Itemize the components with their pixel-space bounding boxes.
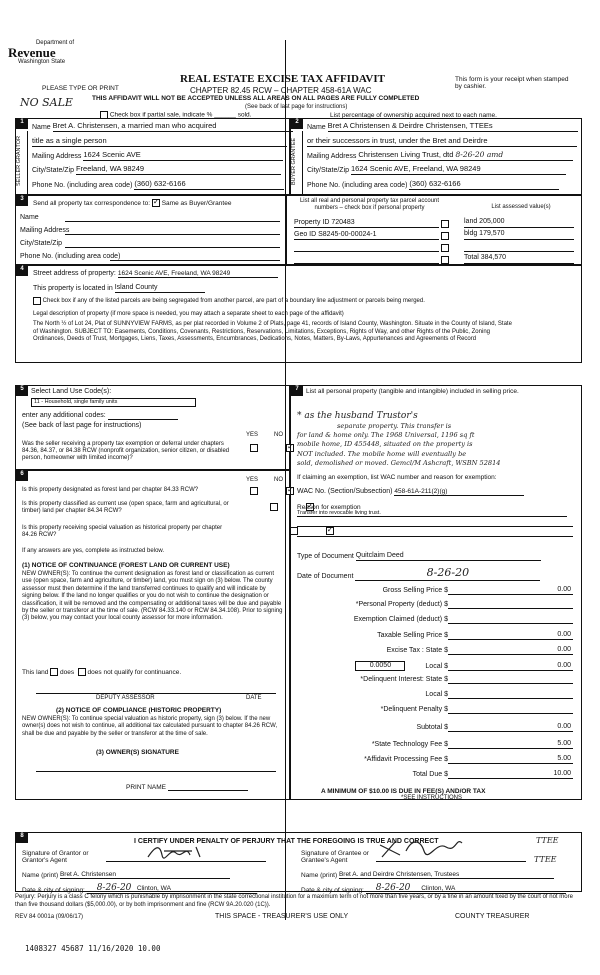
grantor-name-label: Name (print)	[22, 872, 59, 879]
tax-line: Excise Tax : State $ 0.00	[386, 646, 571, 654]
buyer-mailing-handwritten: 8-26-20 amd	[455, 150, 504, 159]
deputy-assessor-label: DEPUTY ASSESSOR	[96, 695, 155, 701]
corr-phone-label: Phone No. (including area code)	[20, 253, 121, 260]
buyer-mailing-label: Mailing Address	[307, 152, 357, 160]
corr-city-label: City/State/Zip	[20, 240, 63, 247]
assessed-header: List assessed value(s)	[491, 204, 551, 210]
tax-line-label: Excise Tax : State	[386, 647, 443, 654]
section-number-6: 6	[16, 471, 28, 481]
parcels-header: List all real and personal property tax parcel account numbers – check box if personal property	[299, 198, 440, 211]
parcel-row-1	[294, 219, 454, 228]
grantor-signature[interactable]	[106, 847, 266, 862]
seller-name[interactable]: Bret A. Christensen, a married man who acquired	[53, 122, 293, 132]
doc-type-label: Type of Document	[297, 553, 354, 560]
exemption-claim-label: If claiming an exemption, list WAC number and reason for exemption:	[297, 474, 497, 481]
grantor-print-name[interactable]: Bret A. Christensen	[60, 871, 230, 879]
additional-label: enter any additional codes:	[22, 412, 106, 419]
tax-line-amount[interactable]: 0.00	[448, 646, 573, 655]
corr-city-field[interactable]	[65, 240, 280, 248]
note-line: NOT included. The mobile home will eventually be	[297, 449, 467, 458]
local-rate[interactable]: 0.0050	[355, 661, 405, 671]
segregated-checkbox[interactable]	[33, 297, 41, 305]
tax-line-label: *State Technology Fee	[371, 741, 443, 748]
certification-section	[15, 832, 582, 892]
section-number-1: 1	[16, 119, 28, 129]
seller-name-cont[interactable]: title as a single person	[32, 137, 287, 147]
if-yes-note: If any answers are yes, complete as instructed below.	[22, 548, 165, 554]
ownership-note: List percentage of ownership acquired next to each name.	[330, 112, 497, 119]
current-use-question: Is this property classified as current use (open space, farm and agricultural, or timber) land per chapter 84.34 RCW?	[22, 501, 229, 514]
tax-line-label: Gross Selling Price	[382, 587, 443, 594]
form-title: REAL ESTATE EXCISE TAX AFFIDAVIT	[180, 73, 385, 85]
warning-banner: THIS AFFIDAVIT WILL NOT BE ACCEPTED UNLESS ALL AREAS ON ALL PAGES ARE FULLY COMPLETED	[92, 95, 420, 102]
buyer-name[interactable]: Bret A Christensen & Deirdre Christensen, TTEEs	[328, 122, 578, 132]
grantor-sig-label: Signature of Grantor or Grantor's Agent	[22, 850, 89, 865]
print-note: PLEASE TYPE OR PRINT	[42, 85, 119, 92]
receipt-note: This form is your receipt when stamped by cashier.	[455, 76, 569, 91]
no-sale-handwriting: NO SALE	[20, 96, 73, 109]
does-not-checkbox[interactable]	[78, 668, 86, 676]
designation-section	[15, 470, 290, 800]
county-label: This property is located in	[33, 285, 113, 292]
print-name-label: PRINT NAME	[126, 783, 166, 791]
same-as-label: Same as Buyer/Grantee	[161, 199, 232, 207]
tax-line: *Delinquent Penalty $	[381, 706, 573, 714]
personal-property-checkbox[interactable]	[441, 244, 449, 252]
corr-phone-field[interactable]	[110, 253, 280, 261]
tax-line-amount[interactable]: 0.00	[448, 586, 573, 595]
seller-phone-label: Phone No. (including area code)	[32, 181, 133, 189]
section-number-4: 4	[16, 266, 28, 276]
tax-line: *Personal Property (deduct) $	[356, 601, 573, 609]
section-number-7: 7	[291, 386, 303, 396]
land-use-section	[15, 385, 290, 470]
continuance-title: (1) NOTICE OF CONTINUANCE (FOREST LAND OR CURRENT USE)	[22, 562, 230, 569]
parcel-row-3	[294, 243, 454, 252]
doc-date-label: Date of Document	[297, 572, 354, 580]
forest-question: Is this property designated as forest land per chapter 84.33 RCW?	[22, 487, 199, 493]
qualify-label: qualify for continuance.	[114, 668, 182, 676]
tax-line-amount[interactable]: 5.00	[448, 755, 573, 764]
correspondence-section	[15, 195, 582, 265]
seller-phone[interactable]: (360) 632-6166	[134, 180, 284, 190]
doc-type[interactable]: Quitclaim Deed	[356, 552, 541, 561]
grantee-city: Clinton, WA	[421, 885, 456, 892]
does-not-label: does not	[87, 668, 113, 676]
note-line: for land & home only. The 1968 Universal, 1196 sq ft	[297, 431, 475, 440]
revenue-logo	[8, 40, 88, 66]
section-number-5: 5	[16, 386, 28, 396]
wac-number[interactable]: 458-61A-211(2)(g)	[394, 488, 524, 496]
agency-line1: Department of	[35, 40, 74, 46]
tax-line: Taxable Selling Price $ 0.00	[377, 631, 571, 639]
grantor-city: Clinton, WA	[136, 885, 171, 892]
assessed-value[interactable]: land 205,000	[464, 218, 574, 228]
buyer-city[interactable]: 1624 Scenic AVE, Freeland, WA 98249	[351, 165, 566, 175]
section-number-2: 2	[291, 119, 303, 129]
personal-property-note[interactable]	[297, 411, 582, 468]
buyer-mailing-text: Christensen Living Trust, dtd	[358, 150, 454, 159]
land-use-see-back: (See back of last page for instructions)	[22, 422, 142, 429]
reason-label: Reason for exemption	[297, 504, 361, 511]
tax-line: *Affidavit Processing Fee $ 5.00	[364, 755, 571, 763]
assessed-value[interactable]: bldg 179,570	[464, 230, 574, 240]
buyer-name-label: Name	[307, 123, 326, 131]
agency-name: Revenue	[8, 44, 56, 60]
see-back: (See back of last page for instructions)	[245, 104, 348, 110]
partial-sale-label: Check box if partial sale, indicate % ______ sold.	[109, 111, 252, 119]
grantor-signature-scribble	[146, 843, 206, 861]
current-use-yes-checkbox[interactable]	[270, 503, 278, 511]
seller-side-label: SELLER GRANTOR	[16, 135, 22, 187]
note-line: sold, demolished or moved. Gemcl/M Ashcraft, WSBN 52814	[297, 458, 501, 467]
parcel-row-2	[294, 231, 454, 240]
tax-line-label: Local	[425, 663, 443, 670]
does-label: does	[60, 668, 75, 676]
corr-name-label: Name	[20, 214, 39, 221]
print-name-field[interactable]	[168, 783, 248, 791]
grantee-sig-label: Signature of Grantee or Grantee's Agent	[301, 850, 369, 865]
ttee-mark-2: TTEE	[534, 855, 557, 864]
tax-line-label: Subtotal	[416, 724, 443, 731]
seller-mailing[interactable]: 1624 Scenic AVE	[83, 151, 283, 161]
additional-codes-field[interactable]	[108, 412, 178, 420]
assessed-value[interactable]	[464, 242, 574, 252]
grantee-signature[interactable]	[376, 847, 526, 862]
tax-line: Subtotal $ 0.00	[416, 723, 571, 731]
same-as-buyer-checkbox[interactable]	[152, 199, 160, 207]
form-chapters: CHAPTER 82.45 RCW – CHAPTER 458-61A WAC	[190, 86, 372, 95]
doc-date[interactable]: 8-26-20	[355, 567, 540, 581]
corr-mailing-label: Mailing Address	[20, 227, 70, 234]
form-revision: REV 84 0001a (09/06/17)	[15, 914, 84, 920]
no-header: NO	[274, 477, 283, 483]
corr-name-field[interactable]	[65, 214, 280, 222]
corr-mailing-field[interactable]	[65, 227, 280, 235]
personal-property-checkbox[interactable]	[441, 256, 449, 264]
tax-line-amount[interactable]: 5.00	[448, 740, 573, 749]
tax-line: Exemption Claimed (deduct) $	[354, 616, 573, 624]
parcel-number[interactable]	[294, 243, 439, 252]
buyer-city-label: City/State/Zip	[307, 166, 350, 174]
perjury-notice: Perjury: Perjury is a class C felony which is punishable by imprisonment in the state correctional institution for a maximum term of not more than five years, or by a fine in an amount fixed by the court of not more than five thousand dollars ($5,000.00), or by both imprisonment and fine (RCW 9A.20.020 (1C)).	[15, 894, 573, 908]
segregated-label: Check box if any of the listed parcels are being segregated from another parcel, are part of a boundary line adjustment or parcels being merged.	[42, 298, 425, 305]
continuance-text: NEW OWNER(S): To continue the current designation as forest land or classification as current use (open space, farm and agriculture, or timber) land, you must sign on (3) below. The county assessor must then determine if the land transferred continues to qualify and will indicate by signing below. If the land no longer qualifies or you do not wish to continue the designation or classification, it will be removed and the compensating or additional taxes will be due and payable by the seller or transferor at the time of sale. (RCW 84.33.140 or RCW 84.34.108). Prior to signing (3) below, you may contact your local county assessor for more information.	[22, 571, 283, 622]
seller-name-label: Name	[32, 123, 51, 131]
buyer-mailing[interactable]	[358, 151, 573, 161]
see-instructions: *SEE INSTRUCTIONS	[401, 795, 463, 801]
personal-property-checkbox[interactable]	[441, 232, 449, 240]
tax-line-label: Exemption Claimed (deduct)	[353, 616, 443, 623]
historic-question: Is this property receiving special valuation as historical property per chapter 84.26 RCW?	[22, 525, 223, 538]
personal-property-checkbox[interactable]	[441, 220, 449, 228]
tax-line-amount[interactable]	[448, 713, 573, 714]
exemption-question: Was the seller receiving a property tax exemption or deferral under chapters 84.36, 84.37, or 84.38 RCW (nonprofit organization, senior citizen, or disabled person, homeowner with limited income)?	[22, 441, 230, 461]
does-checkbox[interactable]	[50, 668, 58, 676]
tax-line: Total Due $ 10.00	[412, 770, 571, 778]
county[interactable]: Island County	[115, 284, 205, 293]
wac-label: WAC No. (Section/Subsection)	[297, 488, 393, 496]
yes-header: YES	[246, 477, 259, 483]
note-line: separate property. This transfer is	[337, 422, 452, 430]
tax-line-amount[interactable]	[448, 623, 573, 624]
parcel-number[interactable]	[294, 255, 439, 264]
tax-line-amount[interactable]: 0.00	[448, 631, 573, 640]
grantor-date-city[interactable]	[87, 883, 257, 894]
tax-line-amount[interactable]	[448, 683, 573, 684]
owner-signature-label: (3) OWNER(S) SIGNATURE	[96, 749, 179, 756]
grantee-date-label: Date & city of signing:	[301, 886, 364, 894]
forest-yes-checkbox[interactable]	[250, 487, 258, 495]
tax-line: Gross Selling Price $ 0.00	[382, 586, 571, 594]
grantor-date-label: Date & city of signing:	[22, 886, 85, 894]
tax-line-amount[interactable]	[448, 698, 573, 699]
compliance-text: NEW OWNER(S): To continue special valuation as historic property, sign (3) below. If the new owner(s) does not wish to continue, all additional tax calculated pursuant to chapter 84.26 RCW, shall be due and payable by the seller or transferor at the time of sale.	[22, 716, 278, 737]
assessor-date-label: DATE	[246, 695, 262, 701]
grantee-date-city[interactable]	[366, 883, 566, 894]
grantee-print-name[interactable]: Bret A. and Deirdre Christensen, Trustees	[339, 871, 554, 879]
grantor-date: 8-26-20	[96, 883, 132, 893]
buyer-name-cont[interactable]: or their successors in trust, under the Bret and Deirdre	[307, 137, 577, 147]
street-address[interactable]: 1624 Scenic AVE, Freeland, WA 98249	[118, 270, 278, 278]
compliance-title: (2) NOTICE OF COMPLIANCE (HISTORIC PROPERTY)	[56, 707, 222, 714]
land-use-select[interactable]: 11 - Household, single family units	[31, 398, 196, 407]
tax-line-label: Total Due	[412, 771, 443, 778]
tax-line-amount[interactable]	[448, 608, 573, 609]
minimum-note: A MINIMUM OF $10.00 IS DUE IN FEE(S) AND/OR TAX	[321, 788, 486, 795]
tax-line-label: Taxable Selling Price	[377, 632, 443, 639]
seller-city-label: City/State/Zip	[32, 166, 75, 174]
seller-city[interactable]: Freeland, WA 98249	[76, 165, 281, 175]
county-treasurer: COUNTY TREASURER	[455, 913, 530, 920]
buyer-section	[290, 118, 582, 195]
buyer-side-label: BUYER GRANTEE	[291, 137, 297, 185]
seller-mailing-label: Mailing Address	[32, 152, 82, 160]
grantee-date: 8-26-20	[375, 883, 411, 893]
tax-section	[290, 385, 582, 800]
street-label: Street address of property:	[33, 270, 116, 278]
section-number-3: 3	[16, 196, 28, 206]
treasurer-space: THIS SPACE - TREASURER'S USE ONLY	[215, 913, 349, 920]
tax-line-amount[interactable]: 10.00	[448, 770, 573, 779]
tax-line: 0.0050 Local $ 0.00	[355, 661, 573, 671]
parcel-number[interactable]: Property ID 720483	[294, 219, 439, 228]
exemption-reason[interactable]: Transfer into revocable living trust.	[297, 510, 567, 517]
personal-property-label: List all personal property (tangible and intangible) included in selling price.	[306, 388, 519, 395]
legal-label: Legal description of property (if more space is needed, you may attach a separate sheet to each page of the affidavit)	[33, 311, 344, 317]
parcel-number[interactable]: Geo ID S8245-00-00024-1	[294, 231, 439, 240]
tax-line-label: *Personal Property (deduct)	[355, 601, 443, 608]
tax-line-label: Local	[425, 691, 443, 698]
buyer-phone-label: Phone No. (including area code)	[307, 181, 408, 189]
send-label: Send all property tax correspondence to:	[33, 199, 151, 207]
agency-state: Washington State	[18, 58, 66, 65]
yes-header: YES	[246, 432, 259, 438]
property-section	[15, 265, 582, 363]
grantee-signature-scribble	[376, 837, 466, 859]
section-number-8: 8	[16, 833, 28, 843]
tax-line-label: *Delinquent Penalty	[380, 706, 443, 713]
tax-line: *State Technology Fee $ 5.00	[371, 740, 571, 748]
assessed-value[interactable]: Total 384,570	[464, 254, 574, 264]
this-land-label: This land	[22, 668, 49, 676]
tax-line-label: *Delinquent Interest: State	[360, 676, 443, 683]
tax-line: *Delinquent Interest: State $	[360, 676, 573, 684]
tax-line-amount[interactable]: 0.00	[448, 662, 573, 671]
note-line: * as the husband Trustor's	[297, 411, 418, 421]
buyer-phone[interactable]: (360) 632-6166	[409, 180, 559, 190]
seller-section	[15, 118, 290, 195]
tax-line: Local $	[425, 691, 573, 699]
land-use-label: Select Land Use Code(s):	[31, 388, 112, 395]
grantee-name-label: Name (print)	[301, 872, 338, 879]
certify-statement: I CERTIFY UNDER PENALTY OF PERJURY THAT THE FOREGOING IS TRUE AND CORRECT	[134, 838, 439, 845]
recording-stamp: 1408327 45687 11/16/2020 10.00	[25, 944, 161, 953]
note-line: mobile home, ID 455448, situated on the property is	[297, 440, 473, 449]
ttee-mark-1: TTEE	[536, 836, 559, 845]
parcel-row-4	[294, 255, 454, 264]
tax-line-label: *Affidavit Processing Fee	[364, 756, 443, 763]
exemption-yes-checkbox[interactable]	[250, 444, 258, 452]
legal-description[interactable]: The North ½ of Lot 24, Plat of SUNNYVIEW FARMS, as per plat recorded in Volume 2 of Plats, page 41, records of Island County, Washington. Situate in the County of Island, State of Washington. SUBJECT TO: Easements, Conditions, Covenants, Restrictions, Reservations, Limitations, Exceptions, Rights of Way, and other Rights of the Public, Zoning Ordinances, Deeds of Trust, Mortgages, Liens, Taxes, Assessments, Encumbrances, Dedications, Notes, Matters, By-Laws, Appurtenances and Agreements of Record	[33, 321, 512, 342]
no-header: NO	[274, 432, 283, 438]
tax-line-amount[interactable]: 0.00	[448, 723, 573, 732]
